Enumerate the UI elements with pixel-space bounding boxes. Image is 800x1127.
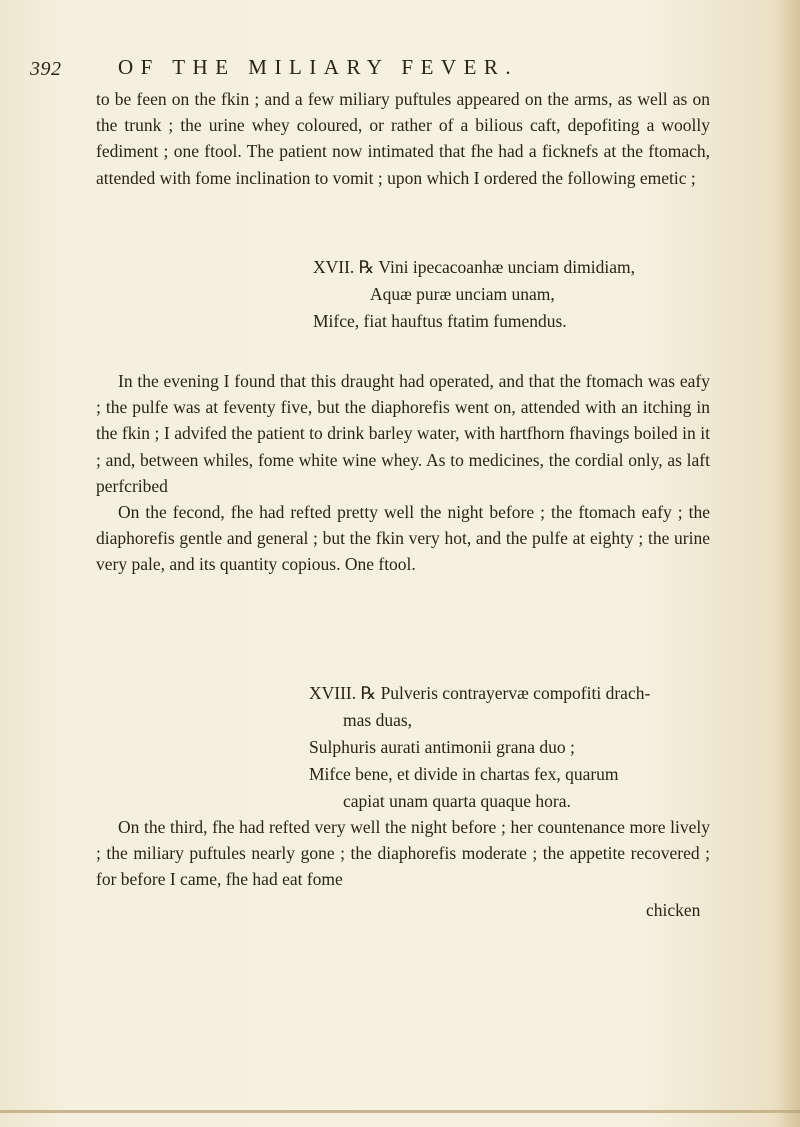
- prescription-line: mas duas,: [343, 710, 413, 730]
- prescription-line: Aquæ puræ unciam unam,: [370, 284, 555, 304]
- prescription-line: Mifce bene, et divide in chartas fex, quarum: [309, 764, 619, 784]
- prescription-line: Sulphuris aurati antimonii grana duo ;: [309, 737, 575, 757]
- paragraph-3: [96, 814, 710, 893]
- catchword: chicken: [646, 900, 701, 920]
- page-number: 392: [30, 58, 62, 80]
- prescription-line: XVIII. ℞ Pulveris contrayervæ compofiti drach-: [309, 683, 651, 703]
- prescription-line: capiat unam quarta quaque hora.: [343, 791, 571, 811]
- paragraph-3-text: On the third, fhe had refted very well the night before ; her countenance more lively ; the miliary puftules nearly gone ; the diaphorefis moderate ; the appetite recovered ; for before I came, fhe had eat fome: [96, 817, 710, 890]
- page-bottom-edge: [0, 1110, 800, 1113]
- page-edge-shade: [778, 0, 800, 1127]
- paragraph-2: [96, 368, 710, 578]
- running-head: OF THE MILIARY FEVER.: [118, 55, 519, 79]
- prescription-line: Mifce, fiat hauftus ftatim fumendus.: [313, 311, 567, 331]
- paragraph-1: to be feen on the fkin ; and a few miliary puftules appeared on the arms, as well as on the trunk ; the urine whey coloured, or rather of a bilious caft, depofiting a woolly fediment ; one ftool. The patient now intimated that fhe had a ficknefs at the ftomach, attended with fome inclination to vomit ; upon which I ordered the following emetic ;: [96, 89, 710, 188]
- prescription-xvii: [0, 254, 800, 335]
- prescription-xviii: [0, 680, 800, 815]
- paragraph-2b: On the fecond, fhe had refted pretty well the night before ; the ftomach eafy ; the diaphorefis gentle and general ; but the fkin very hot, and the pulfe at eighty ; the urine very pale, and its quantity copious. One ftool.: [96, 502, 710, 575]
- paragraph-2a: In the evening I found that this draught had operated, and that the ftomach was eafy ; the pulfe was at feventy five, but the diaphorefis went on, attended with an itching in the fkin ; I advifed the patient to drink barley water, with hartfhorn fhavings boiled in it ; and, between whiles, fome white wine whey. As to medicines, the cordial only, as laft perfcribed: [96, 371, 710, 496]
- prescription-line: XVII. ℞ Vini ipecacoanhæ unciam dimidiam,: [313, 257, 635, 277]
